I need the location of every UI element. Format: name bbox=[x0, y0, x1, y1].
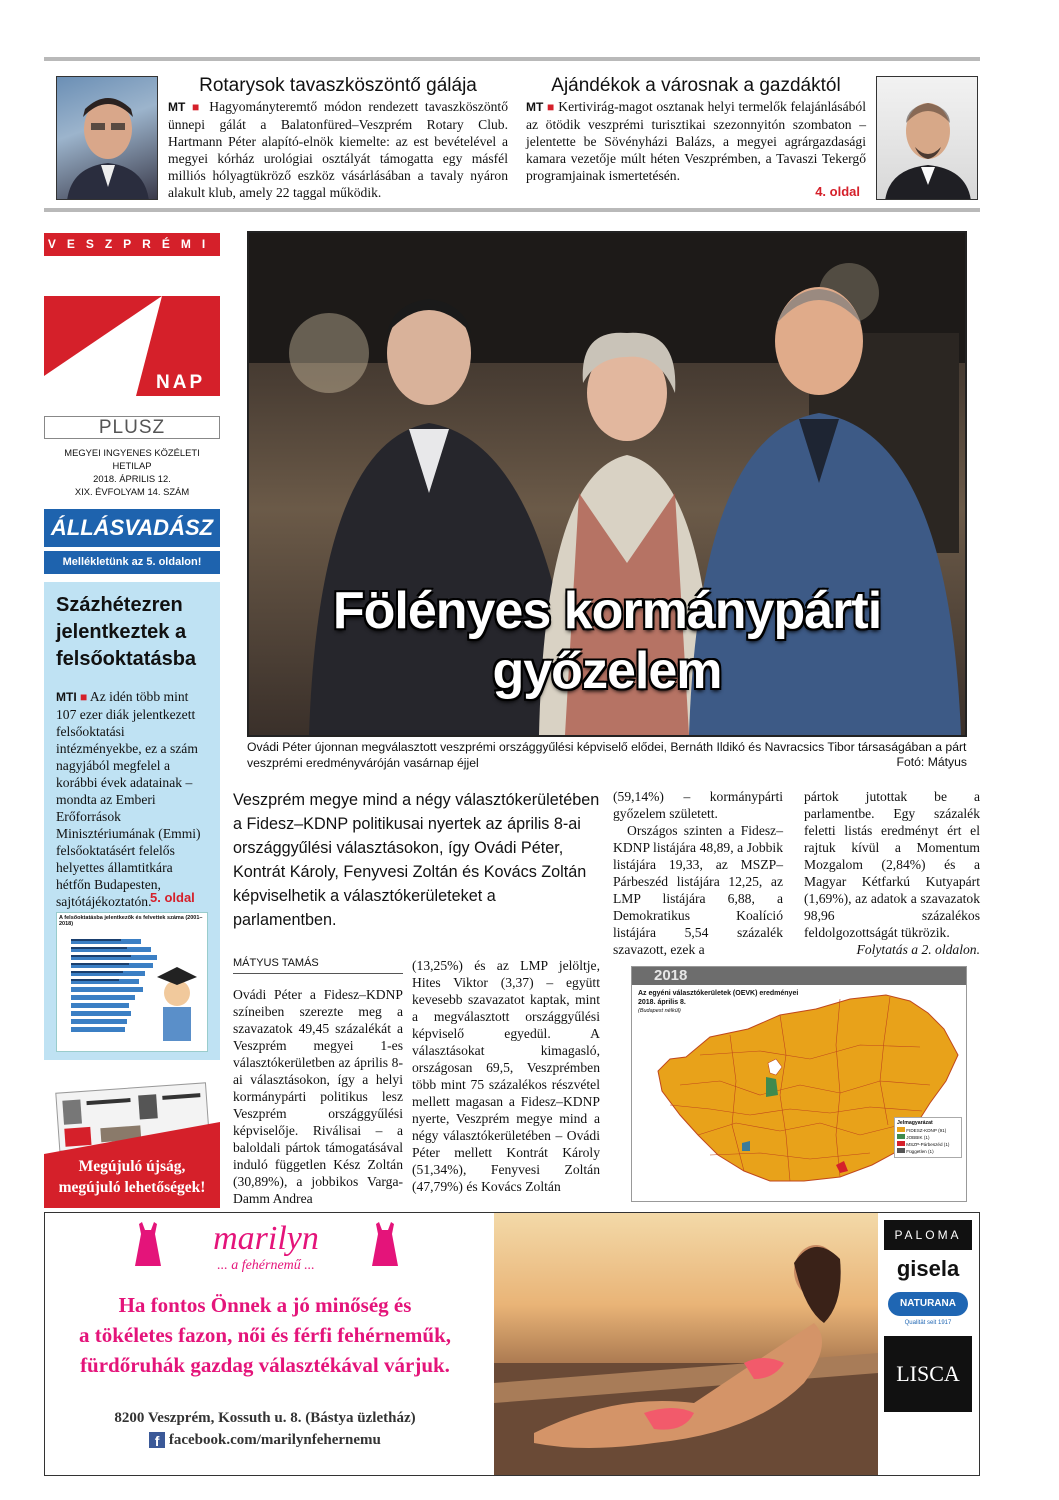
map-title: Az egyéni választókerületek (OEVK) eredményei bbox=[638, 990, 799, 997]
map-header bbox=[632, 967, 966, 985]
main-headline-line1: Fölényes kormánypárti bbox=[332, 582, 882, 640]
logo-naturana-sub: Qualität seit 1917 bbox=[904, 1320, 952, 1326]
photo-caption bbox=[247, 739, 967, 771]
caption-text: Ovádi Péter újonnan megválasztott veszprémi országgyűlési képviselő elődei, Bernáth Ildikó és Navracsics Tibor társaságában a párt veszprémi eredményváróján vasárnap éjjel bbox=[247, 740, 967, 770]
masthead-logo[interactable] bbox=[44, 268, 220, 416]
masthead-nap: NAP bbox=[156, 372, 206, 393]
facebook-icon: f bbox=[149, 1432, 165, 1448]
map-note: (Budapest nélkül) bbox=[638, 1008, 681, 1014]
masthead-top-banner: VESZPRÉMI bbox=[44, 233, 220, 256]
teaser-bottom-rule bbox=[44, 208, 980, 212]
election-map bbox=[631, 966, 967, 1202]
article-col2 bbox=[412, 957, 600, 1195]
source-tag: MT ■ bbox=[526, 100, 555, 114]
map-date: 2018. április 8. bbox=[638, 999, 686, 1006]
article-col1 bbox=[233, 986, 403, 1207]
logo-gisela: gisela bbox=[896, 1256, 960, 1281]
ad-facebook[interactable] bbox=[50, 1432, 480, 1449]
masthead-line1: MEGYEI INGYENES KÖZÉLETI HETILAP bbox=[64, 447, 200, 471]
dress-icon bbox=[370, 1222, 400, 1266]
article-col3 bbox=[613, 788, 783, 958]
teaser-left-body bbox=[168, 98, 508, 201]
ad-photo bbox=[494, 1213, 878, 1475]
article-lead: Veszprém megye mind a négy választókerületében a Fidesz–KDNP politikusai nyertek az április 8-ai országgyűlési választásokon, így Ovádi Péter, Kontrát Károly, Fenyvesi Zoltán és Kovács Zoltán képviselhetik a választókerületeket a parlamentben. bbox=[233, 791, 600, 929]
teaser-right-page-ref[interactable]: 4. oldal bbox=[815, 184, 860, 199]
promo-box[interactable] bbox=[44, 1082, 220, 1208]
masthead-plusz: PLUSZ bbox=[44, 416, 220, 439]
teaser-left-text: Hagyományteremtő módon rendezett tavaszköszöntő ünnepi gálát a Balatonfüred–Veszprém Rotary Club. Hartmann Péter alapító-elnök kiemelte: az est bevételével a megyei kórház urológiai osztályát támogatta egy másfél milliós hólyagtükröző eszköz vásárlásában a tavaly nyáron alakult klub, amely 22 taggal működik. bbox=[168, 99, 508, 200]
map-svg bbox=[640, 985, 964, 1193]
promo-line1: Megújuló újság, bbox=[78, 1158, 186, 1175]
continued-note[interactable]: Folytatás a 2. oldalon. bbox=[856, 942, 980, 957]
main-headline[interactable] bbox=[249, 581, 965, 701]
map-legend-item bbox=[897, 1148, 959, 1155]
promo-line2: megújuló lehetőségek! bbox=[58, 1179, 206, 1196]
masthead-line3: XIX. ÉVFOLYAM 14. SZÁM bbox=[74, 486, 190, 497]
map-legend-item bbox=[897, 1141, 959, 1148]
legend-label: JOBBIK (1) bbox=[906, 1135, 930, 1140]
sidebar-infographic bbox=[56, 912, 208, 1052]
infographic-title: A felsőoktatásba jelentkezők és felvettek száma (2001–2018) bbox=[59, 915, 203, 927]
logo-lisca: LISCA bbox=[884, 1336, 972, 1412]
teaser-right-text: Kertivirág-magot osztanak helyi termelők felajánlásából az ötödik veszprémi turisztikai szezonnyitón szombaton – jelentette be Sövényházi Balázs, a megyei agrárgazdasági kamara vezetője múlt héten Veszprémben, a Tavaszi Tekergő programjainak ismertetésén. bbox=[526, 99, 866, 183]
teaser-left-photo bbox=[56, 76, 158, 200]
sidebar-story-headline[interactable]: Százhétezren jelentkeztek a felsőoktatásba bbox=[56, 594, 197, 670]
ad-brand: marilyn bbox=[213, 1220, 319, 1257]
sidebar-story-page-ref[interactable]: 5. oldal bbox=[150, 890, 195, 905]
map-legend-item bbox=[897, 1134, 959, 1141]
ad-line1: Ha fontos Önnek a jó minőség és bbox=[118, 1293, 412, 1317]
dress-icon bbox=[133, 1222, 163, 1266]
top-rule bbox=[44, 57, 980, 61]
main-headline-line2: győzelem bbox=[492, 642, 722, 700]
masthead-info bbox=[44, 446, 220, 498]
photo-credit: Fotó: Mátyus bbox=[896, 755, 967, 769]
article-col3a-text: (59,14%) – kormánypárti győzelem született. bbox=[613, 789, 783, 821]
teaser-right-photo bbox=[876, 76, 978, 200]
article-col4-text: pártok jutottak be a parlamentbe. Egy százalék feletti listás eredményt ért el rajtuk kívül a Momentum Mozgalom (2,84%) és a Magyar Kétfarkú Kutyapárt (1,69%), az adatok a szavazatok 98,96 százalékos feldolgozottságát tükrözik. bbox=[804, 789, 980, 940]
masthead-line2: 2018. ÁPRILIS 12. bbox=[93, 473, 171, 484]
map-year: 2018 bbox=[654, 967, 688, 984]
promo-text bbox=[44, 1156, 220, 1198]
ad-line2: a tökéletes fazon, női és férfi fehérneműk, bbox=[78, 1323, 452, 1347]
article-col3b-text: Országos szinten a Fidesz–KDNP listájára 48,89, a Jobbik listájára 19,33, az MSZP–Párbeszéd listájára 12,25, az LMP listájára 6,88, a Demokratikus Koalíció listájára 5,54 százalék szavazott, ezek a bbox=[613, 823, 783, 957]
ad-line3: fürdőruhák gazdag választékával várjuk. bbox=[80, 1353, 450, 1377]
teaser-right-body bbox=[526, 98, 866, 184]
teaser-right-title[interactable]: Ajándékok a városnak a gazdáktól bbox=[551, 75, 841, 96]
ad-address: 8200 Veszprém, Kossuth u. 8. (Bástya üzletház) bbox=[114, 1410, 416, 1426]
map-legend-item bbox=[897, 1127, 959, 1134]
legend-label: Független (1) bbox=[906, 1149, 934, 1154]
sidebar-story-body bbox=[56, 688, 208, 910]
legend-label: MSZP-Párbeszéd (1) bbox=[906, 1142, 950, 1147]
infographic-bars bbox=[57, 929, 207, 1055]
map-legend bbox=[894, 1117, 962, 1158]
main-photo bbox=[247, 231, 967, 737]
allasvadasz-banner[interactable]: ÁLLÁSVADÁSZ bbox=[44, 509, 220, 547]
sidebar-story-text: Az idén több mint 107 ezer diák jelentkezett felsőoktatási intézményekbe, ez a szám nagyjából megfelel a korábbi évek adatainak – mondta az Emberi Erőforrások Minisztériumának (Emmi) felsőoktatásért felelős helyettes államtitkára hétfőn Budapesten, sajtótájékoztatón. bbox=[56, 689, 201, 909]
logo-naturana: NATURANA bbox=[888, 1292, 968, 1316]
ad-slogan bbox=[50, 1290, 480, 1380]
source-tag: MTI ■ bbox=[56, 690, 87, 704]
map-legend-title: Jelmagyarázat bbox=[897, 1120, 933, 1126]
allasvadasz-sub[interactable]: Mellékletünk az 5. oldalon! bbox=[44, 551, 220, 574]
article-col1-text: Ovádi Péter a Fidesz–KDNP színeiben szerezte meg a szavazatok 49,45 százalékát a Veszprém megyei 1-es választókerületben az április 8-ai választásokon, így a helyi kormánypárti politikus lesz Veszprém országgyűlési képviselője. Riválisai – a baloldali pártok támogatásával induló független Kész Zoltán (30,89%), a jobbikos Varga-Damm Andrea bbox=[233, 987, 403, 1206]
legend-label: FIDESZ-KDNP (91) bbox=[906, 1128, 947, 1133]
ad-brand-sub: ... a fehérnemű ... bbox=[217, 1258, 315, 1273]
ad-facebook-url: facebook.com/marilynfehernemu bbox=[168, 1432, 381, 1448]
article-byline: MÁTYUS TAMÁS bbox=[233, 957, 403, 974]
article-col4 bbox=[804, 788, 980, 958]
source-tag: MT ■ bbox=[168, 100, 203, 114]
teaser-left-title[interactable]: Rotarysok tavaszköszöntő gálája bbox=[199, 75, 477, 96]
logo-paloma: PALOMA bbox=[884, 1220, 972, 1250]
article-col2-text: (13,25%) és az LMP jelöltje, Hites Viktor (3,37) – együtt kevesebb szavazatot kaptak, mint a megválasztott országgyűlési képviselő egyedül. A választásokat kimagasló, országosan 69,5, Veszprémben több mint 75 százalékos részvétel mellett magasan a Fidesz–KDNP nyerte, Veszprém megye mind a négy választókerületében – Ovádi Péter mellett Kontrát Károly (51,34%), Fenyvesi Zoltán (47,79%) és Kovács Zoltán bbox=[412, 958, 600, 1194]
